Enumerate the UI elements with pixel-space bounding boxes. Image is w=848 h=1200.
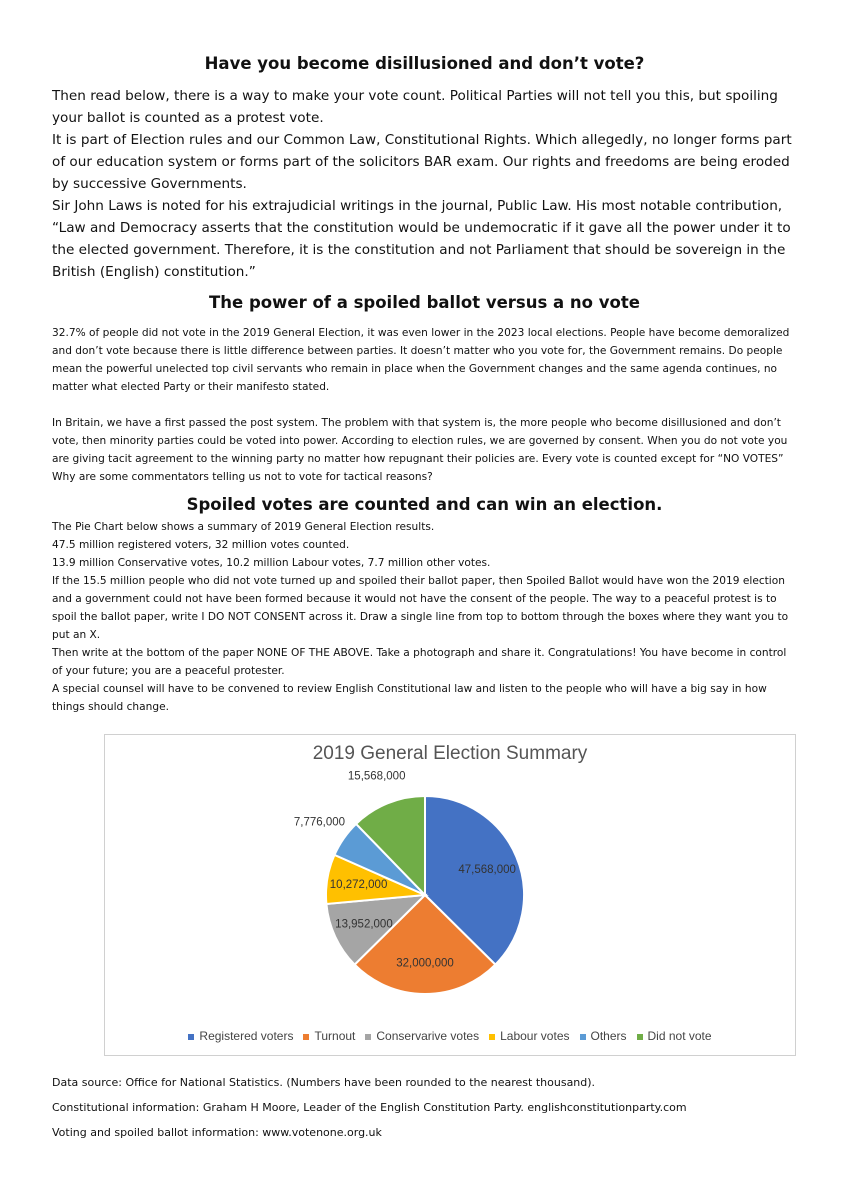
- intro-paragraph: Then read below, there is a way to make your vote count. Political Parties will not tell you this, but spoiling your ballot is counted as a protest vote.: [52, 88, 778, 126]
- pie-slice-label: 47,568,000: [458, 864, 516, 877]
- legend-entry: [580, 1029, 627, 1043]
- spoiled-votes-section: [52, 518, 797, 716]
- body-line: 13.9 million Conservative votes, 10.2 million Labour votes, 7.7 million other votes.: [52, 557, 491, 569]
- spoiled-vs-no-vote-section: [52, 324, 797, 486]
- body-line: Then write at the bottom of the paper NONE OF THE ABOVE. Take a photograph and share it. Congratulations! You have become in control of your future; you are a peaceful protester.: [52, 647, 787, 677]
- document-page: [52, 50, 797, 716]
- intro-paragraph: It is part of Election rules and our Common Law, Constitutional Rights. Which allegedly, no longer forms part of our education system or forms part of the solicitors BAR exam. Our rights and freedoms are being eroded by successive Governments.: [52, 132, 792, 192]
- body-line: A special counsel will have to be convened to review English Constitutional law and listen to the people who will have a big say in how things should change.: [52, 683, 767, 713]
- pie-slice-label: 10,272,000: [329, 879, 388, 892]
- legend-entry: [637, 1029, 712, 1043]
- legend-swatch: [303, 1034, 309, 1040]
- legend-entry: [365, 1029, 479, 1043]
- intro-paragraph: Sir John Laws is noted for his extrajudicial writings in the journal, Public Law. His most notable contribution, “Law and Democracy asserts that the constitution would be undemocratic if it gave all the power under it to the elected government. Therefore, it is the constitution and not Parliament that should be sovereign in the British (English) constitution.”: [52, 198, 791, 280]
- pie-chart: [104, 734, 796, 1056]
- legend-entry: [303, 1029, 355, 1043]
- pie-slice-label: 13,952,000: [335, 918, 393, 931]
- legend-entry: [188, 1029, 293, 1043]
- pie-chart-canvas: [105, 735, 795, 1055]
- data-source-note: Data source: Office for National Statistics. (Numbers have been rounded to the nearest thousand).: [52, 1076, 596, 1089]
- legend-swatch: [580, 1034, 586, 1040]
- body-paragraph: 32.7% of people did not vote in the 2019 General Election, it was even lower in the 2023 local elections. People have become demoralized and don’t vote because there is little difference between parties. It doesn’t matter who you vote for, the Government remains. Do people mean the powerful unelected top civil servants who remain in place when the Government changes and the same agenda continues, no matter what elected Party or their manifesto stated.: [52, 327, 790, 393]
- legend-label: Others: [590, 1029, 627, 1043]
- legend-label: Turnout: [314, 1029, 356, 1043]
- constitutional-info-note: Constitutional information: Graham H Moore, Leader of the English Constitution Party. englishconstitutionparty.com: [52, 1101, 687, 1114]
- legend-label: Conservarive votes: [376, 1029, 480, 1043]
- chart-title: 2019 General Election Summary: [312, 743, 588, 764]
- body-line: If the 15.5 million people who did not vote turned up and spoiled their ballot paper, then Spoiled Ballot would have won the 2019 election and a government could not have been formed because it would not have the consent of the people. The way to a peaceful protest is to spoil the ballot paper, write I DO NOT CONSENT across it. Draw a single line from top to bottom through the boxes where they want you to put an X.: [52, 575, 789, 641]
- pie-slice-label: 7,776,000: [293, 816, 346, 829]
- legend-entry: [489, 1029, 569, 1043]
- legend-label: Did not vote: [647, 1029, 712, 1043]
- legend-label: Labour votes: [500, 1029, 570, 1043]
- body-line: 47.5 million registered voters, 32 million votes counted.: [52, 539, 350, 551]
- body-line: The Pie Chart below shows a summary of 2019 General Election results.: [52, 521, 435, 533]
- legend-swatch: [637, 1034, 643, 1040]
- footer: [52, 1070, 687, 1145]
- legend-swatch: [188, 1034, 194, 1040]
- section-heading-spoiled-votes-counted: Spoiled votes are counted and can win an election.: [186, 495, 663, 514]
- pie-slice-label: 15,568,000: [347, 770, 406, 783]
- section-heading-spoiled-vs-no-vote: The power of a spoiled ballot versus a no vote: [209, 293, 640, 312]
- legend-label: Registered voters: [199, 1029, 294, 1043]
- main-heading: Have you become disillusioned and don’t vote?: [204, 54, 645, 73]
- legend-swatch: [365, 1034, 371, 1040]
- chart-legend: [105, 1029, 795, 1043]
- voting-info-note: Voting and spoiled ballot information: www.votenone.org.uk: [52, 1126, 382, 1139]
- body-paragraph: In Britain, we have a first passed the post system. The problem with that system is, the more people who become disillusioned and don’t vote, then minority parties could be voted into power. According to election rules, we are governed by consent. When you do not vote you are giving tacit agreement to the winning party no matter how repugnant their policies are. Every vote is counted except for “NO VOTES” Why are some commentators telling us not to vote for tactical reasons?: [52, 417, 788, 483]
- legend-swatch: [489, 1034, 495, 1040]
- pie-slice-label: 32,000,000: [396, 957, 454, 970]
- intro-section: [52, 85, 797, 283]
